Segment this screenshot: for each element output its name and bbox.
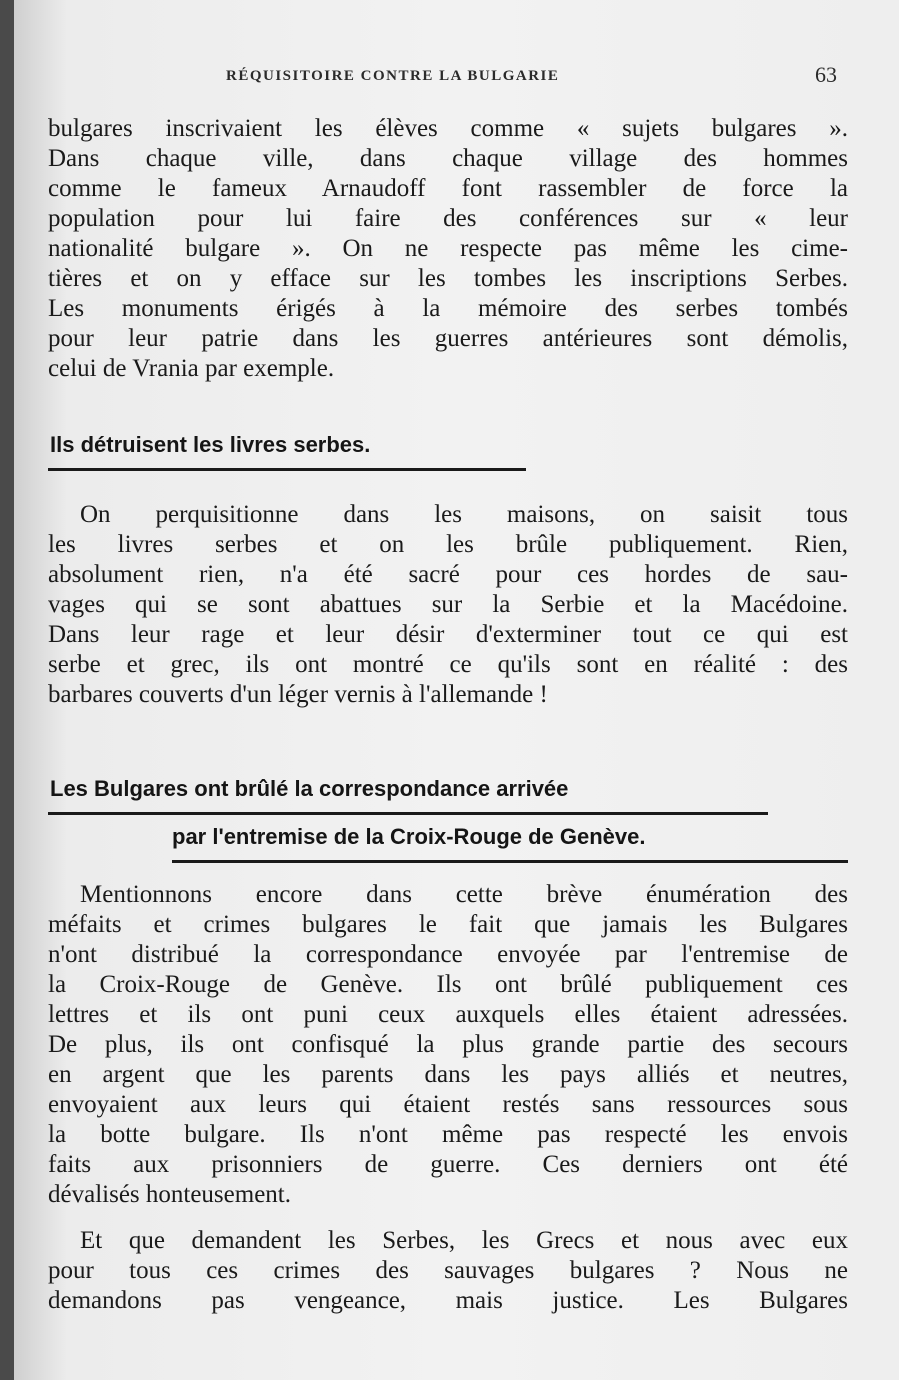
text-line: De plus, ils ont confisqué la plus grande partie des secours xyxy=(48,1031,848,1058)
text-line: la Croix-Rouge de Genève. Ils ont brûlé publiquement ces xyxy=(48,971,848,998)
text-line: barbares couverts d'un léger vernis à l'allemande ! xyxy=(48,681,548,708)
paragraph-3 xyxy=(48,880,848,1210)
page-header xyxy=(14,62,899,92)
text-line: dévalisés honteusement. xyxy=(48,1181,291,1208)
text-line: en argent que les parents dans les pays alliés et neutres, xyxy=(48,1061,848,1088)
running-title: RÉQUISITOIRE CONTRE LA BULGARIE xyxy=(226,68,560,84)
paragraph-2 xyxy=(48,500,848,710)
text-line: nationalité bulgare ». On ne respecte pas même les cime- xyxy=(48,235,848,262)
text-line: comme le fameux Arnaudoff font rassembler de force la xyxy=(48,175,848,202)
section-heading-correspondence-line-2: par l'entremise de la Croix-Rouge de Genève. xyxy=(172,824,646,849)
text-line: absolument rien, n'a été sacré pour ces hordes de sau- xyxy=(48,561,848,588)
text-line: la botte bulgare. Ils n'ont même pas respecté les envois xyxy=(48,1121,848,1148)
text-line: Dans leur rage et leur désir d'exterminer tout ce qui est xyxy=(48,621,848,648)
book-page xyxy=(14,0,899,1380)
page-number: 63 xyxy=(815,62,837,87)
text-line: pour tous ces crimes des sauvages bulgares ? Nous ne xyxy=(48,1257,848,1284)
heading-underline xyxy=(48,468,526,471)
text-line: Mentionnons encore dans cette brève énumération des xyxy=(80,881,848,908)
section-heading-correspondence-line-1: Les Bulgares ont brûlé la correspondance arrivée xyxy=(50,776,569,801)
text-line: envoyaient aux leurs qui étaient restés sans ressources sous xyxy=(48,1091,848,1118)
text-line: méfaits et crimes bulgares le fait que jamais les Bulgares xyxy=(48,911,848,938)
text-line: Dans chaque ville, dans chaque village des hommes xyxy=(48,145,848,172)
text-line: celui de Vrania par exemple. xyxy=(48,355,335,382)
text-line: vages qui se sont abattues sur la Serbie et la Macédoine. xyxy=(48,591,848,618)
text-line: tières et on y efface sur les tombes les inscriptions Serbes. xyxy=(48,265,848,292)
text-line: serbe et grec, ils ont montré ce qu'ils sont en réalité : des xyxy=(48,651,848,678)
text-line: lettres et ils ont puni ceux auxquels elles étaient adressées. xyxy=(48,1001,848,1028)
text-line: faits aux prisonniers de guerre. Ces derniers ont été xyxy=(48,1151,848,1178)
text-line: n'ont distribué la correspondance envoyée par l'entremise de xyxy=(48,941,848,968)
heading-underline xyxy=(172,860,848,863)
text-line: pour leur patrie dans les guerres antérieures sont démolis, xyxy=(48,325,848,352)
section-heading-books: Ils détruisent les livres serbes. xyxy=(50,432,371,457)
text-line: bulgares inscrivaient les élèves comme « sujets bulgares ». xyxy=(48,115,848,142)
text-line: demandons pas vengeance, mais justice. Les Bulgares xyxy=(48,1287,848,1314)
heading-underline xyxy=(48,812,768,815)
text-line: les livres serbes et on les brûle publiquement. Rien, xyxy=(48,531,848,558)
paragraph-1 xyxy=(48,114,848,384)
text-line: Et que demandent les Serbes, les Grecs et nous avec eux xyxy=(80,1227,848,1254)
text-line: population pour lui faire des conférences sur « leur xyxy=(48,205,848,232)
text-line: On perquisitionne dans les maisons, on saisit tous xyxy=(80,501,848,528)
paragraph-4 xyxy=(48,1226,848,1316)
text-line: Les monuments érigés à la mémoire des serbes tombés xyxy=(48,295,848,322)
